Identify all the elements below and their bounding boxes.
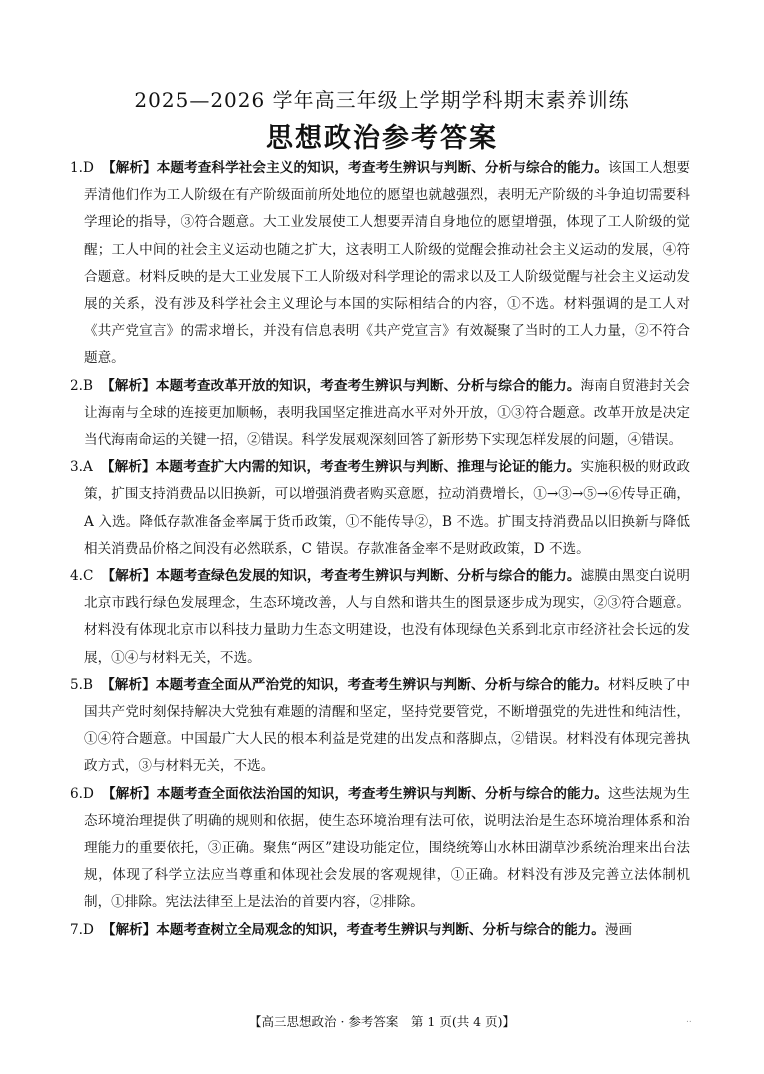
analysis-lead: 本题考查改革开放的知识，考查考生辨识与判断、分析与综合的能力。: [155, 377, 581, 394]
analysis-body: 海南自贸港封关会让海南与全球的连接更加顺畅，表明我国坚定推进高水平对外开放，①③符合题意。改革开放是决定当代海南命运的关键一招，②错误。科学发展观深刻回答了新形势下实现怎样发展的问题，④错误。: [84, 377, 691, 449]
analysis-body: 材料反映了中国共产党时刻保持解决大党独有难题的清醒和坚定，坚持党要管党，不断增强党的先进性和纯洁性，①④符合题意。中国最广大人民的根本利益是党建的出发点和落脚点，②错误。材料没有体现完善执政方式，③与材料无关，不选。: [84, 676, 691, 775]
analysis-lead: 本题考查科学社会主义的知识，考查考生辨识与判断、分析与综合的能力。: [156, 160, 609, 176]
question-number: 7.: [70, 921, 83, 938]
answer-item-4: [70, 563, 690, 672]
question-number: 5.: [70, 676, 83, 693]
analysis-tag: 【解析】: [101, 785, 157, 802]
analysis-tag: 【解析】: [101, 568, 157, 585]
analysis-tag: 【解析】: [101, 921, 157, 938]
answer-item-1: [70, 155, 690, 373]
answer-item-2: [70, 373, 690, 455]
analysis-lead: 本题考查绿色发展的知识，考查考生辨识与判断、分析与综合的能力。: [156, 568, 581, 585]
analysis-body: 实施积极的财政政策，扩围支持消费品以旧换新，可以增强消费者购买意愿，拉动消费增长，①→③→⑤→⑥传导正确，A 入选。降低存款准备金率属于货币政策，①不能传导②，B 不选。扩围支持消费品以旧换新与降低相关消费品价格之间没有必然联系，C 错误。存款准备金率不是财政政策，D 不选。: [84, 459, 691, 557]
analysis-body: 该国工人想要弄清他们作为工人阶级在有产阶级面前所处地位的愿望也就越强烈，表明无产阶级的斗争迫切需要科学理论的指导，③符合题意。大工业发展使工人想要弄清自身地位的愿望增强，体现了工人阶级的觉醒；工人中间的社会主义运动也随之扩大，这表明工人阶级的觉醒会推动社会主义运动的发展，④符合题意。材料反映的是大工业发展下工人阶级对科学理论的需求以及工人阶级觉醒与社会主义运动发展的关系，没有涉及科学社会主义理论与本国的实际相结合的内容，①不选。材料强调的是工人对《共产党宣言》的需求增长，并没有信息表明《共产党宣言》有效凝聚了当时的工人力量，②不符合题意。: [84, 160, 691, 367]
analysis-lead: 本题考查全面依法治国的知识，考查考生辨识与判断、分析与综合的能力。: [156, 785, 609, 802]
answer-list: [70, 155, 690, 944]
page-title-line1: 2025—2026 学年高三年级上学期学科期末素养训练: [134, 88, 630, 112]
answer-item-7: [70, 917, 690, 944]
analysis-tag: 【解析】: [101, 160, 157, 176]
page-footer: 【高三思想政治 · 参考答案 第 1 页(共 4 页)】: [249, 1014, 515, 1029]
question-number: 1.: [70, 160, 83, 176]
analysis-body: 这些法规为生态环境治理提供了明确的规则和依据，使生态环境治理有法可依，说明法治是生态环境治理体系和治理能力的重要依托，③正确。聚焦“两区”建设功能定位，围绕统筹山水林田湖草沙系统治理来出台法规，体现了科学立法应当尊重和体现社会发展的客观规律，①正确。材料没有涉及完善立法体制机制，①排除。宪法法律至上是法治的首要内容，②排除。: [84, 785, 691, 911]
analysis-lead: 本题考查扩大内需的知识，考查考生辨识与判断、推理与论证的能力。: [155, 459, 581, 476]
answer-letter: A: [82, 459, 93, 476]
analysis-body: 滤膜由黑变白说明北京市践行绿色发展理念，生态环境改善，人与自然和谐共生的图景逐步成为现实，②③符合题意。材料没有体现北京市以科技力量助力生态文明建设，也没有体现绿色关系到北京市经济社会长远的发展，①④与材料无关，不选。: [84, 568, 691, 666]
analysis-tag: 【解析】: [100, 377, 156, 394]
page-title-line2: 思想政治参考答案: [266, 123, 498, 154]
answer-letter: D: [82, 160, 94, 176]
answer-letter: D: [82, 785, 94, 802]
answer-letter: B: [82, 676, 93, 693]
analysis-tag: 【解析】: [100, 459, 156, 476]
answer-item-3: [70, 454, 690, 563]
answer-item-5: [70, 672, 690, 781]
question-number: 3.: [70, 459, 83, 476]
question-number: 4.: [70, 568, 83, 585]
answer-item-6: [70, 781, 690, 917]
analysis-lead: 本题考查树立全局观念的知识，考查考生辨识与判断、分析与综合的能力。: [156, 921, 605, 938]
analysis-lead: 本题考查全面从严治党的知识，考查考生辨识与判断、分析与综合的能力。: [155, 676, 608, 693]
answer-letter: D: [82, 921, 94, 938]
analysis-tag: 【解析】: [100, 676, 156, 693]
question-number: 6.: [70, 785, 83, 802]
answer-letter: B: [82, 377, 93, 394]
question-number: 2.: [70, 377, 83, 394]
corner-mark: ..: [686, 1015, 692, 1025]
analysis-body: 漫画: [604, 921, 633, 938]
answer-letter: C: [82, 568, 94, 585]
